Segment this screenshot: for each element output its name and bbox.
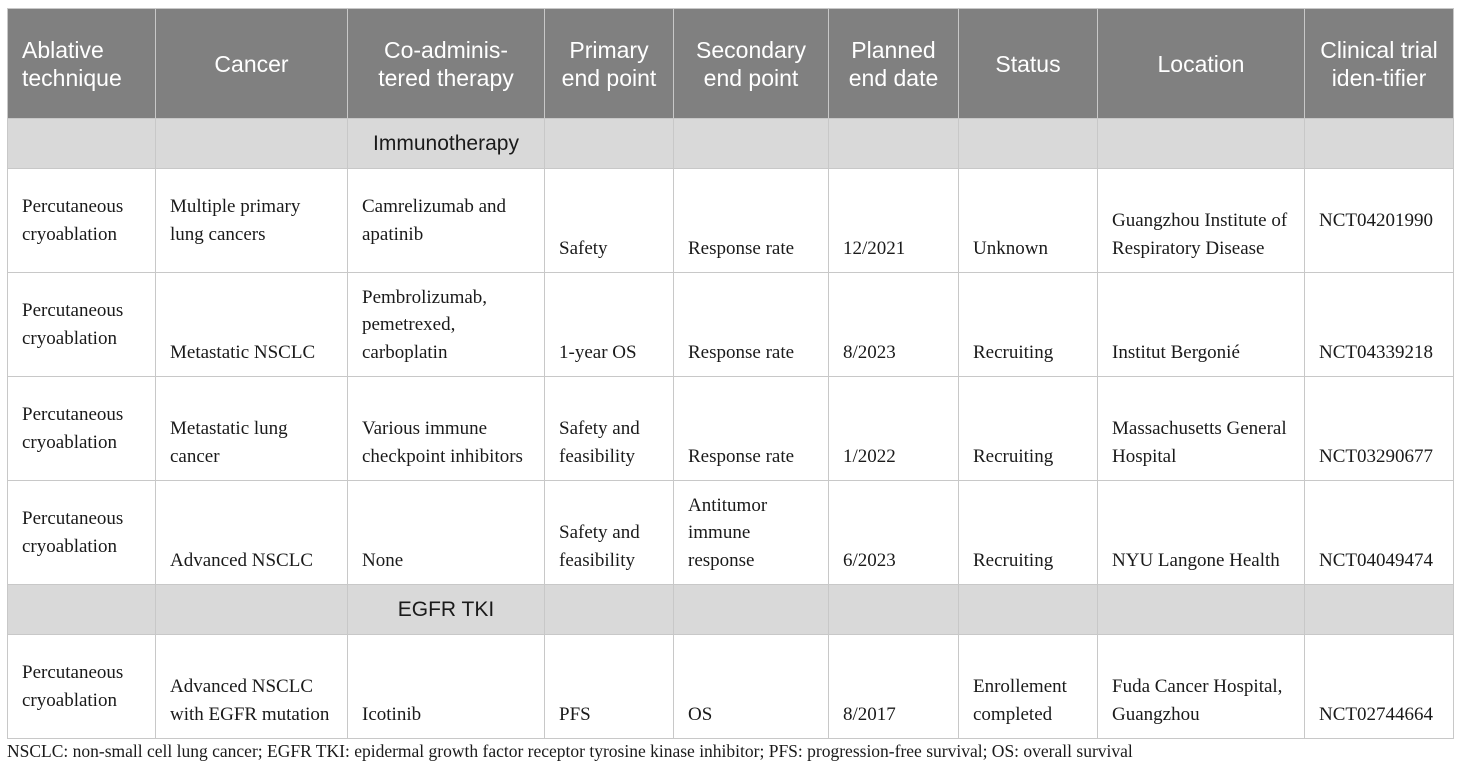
cell-secondary-end-point: Antitumor immune response [674, 481, 829, 585]
cell-planned-end-date: 6/2023 [829, 481, 959, 585]
cell-status: Recruiting [959, 481, 1098, 585]
header-clinical-trial-identifier: Clinical trial iden-tifier [1305, 9, 1454, 119]
cell-ablative-technique: Percutaneous cryoablation [8, 377, 156, 481]
cell-location: NYU Langone Health [1098, 481, 1305, 585]
cell-secondary-end-point: Response rate [674, 273, 829, 377]
cell-cancer: Advanced NSCLC [156, 481, 348, 585]
cell-status: Recruiting [959, 377, 1098, 481]
cell-co-administered-therapy: Camrelizumab and apatinib [348, 169, 545, 273]
cell-primary-end-point: PFS [545, 635, 674, 739]
table-row [8, 635, 1454, 739]
cell-cancer: Advanced NSCLC with EGFR mutation [156, 635, 348, 739]
cell-primary-end-point: 1-year OS [545, 273, 674, 377]
cell-planned-end-date: 8/2023 [829, 273, 959, 377]
cell-planned-end-date: 1/2022 [829, 377, 959, 481]
cell-cancer: Multiple primary lung cancers [156, 169, 348, 273]
section-title: EGFR TKI [348, 585, 545, 635]
cell-cancer: Metastatic lung cancer [156, 377, 348, 481]
header-planned-end-date: Planned end date [829, 9, 959, 119]
header-row [8, 9, 1454, 119]
table-row [8, 377, 1454, 481]
header-cancer: Cancer [156, 9, 348, 119]
cell-trial-identifier: NCT04049474 [1305, 481, 1454, 585]
cell-status: Unknown [959, 169, 1098, 273]
cell-co-administered-therapy: Various immune checkpoint inhibitors [348, 377, 545, 481]
cell-ablative-technique: Percutaneous cryoablation [8, 169, 156, 273]
table-footnote: NSCLC: non-small cell lung cancer; EGFR TKI: epidermal growth factor receptor tyrosine kinase inhibitor; PFS: progression-free survival; OS: overall survival [7, 741, 1133, 761]
cell-secondary-end-point: Response rate [674, 377, 829, 481]
cell-co-administered-therapy: Icotinib [348, 635, 545, 739]
cell-planned-end-date: 8/2017 [829, 635, 959, 739]
cell-trial-identifier: NCT03290677 [1305, 377, 1454, 481]
cell-trial-identifier: NCT04201990 [1305, 169, 1454, 273]
cell-cancer: Metastatic NSCLC [156, 273, 348, 377]
section-row-immunotherapy [8, 119, 1454, 169]
header-status: Status [959, 9, 1098, 119]
cell-ablative-technique: Percutaneous cryoablation [8, 273, 156, 377]
cell-trial-identifier: NCT02744664 [1305, 635, 1454, 739]
section-title: Immunotherapy [348, 119, 545, 169]
cell-location: Guangzhou Institute of Respiratory Disease [1098, 169, 1305, 273]
table-row [8, 481, 1454, 585]
table-row [8, 169, 1454, 273]
header-co-administered-therapy: Co-adminis-tered therapy [348, 9, 545, 119]
header-primary-end-point: Primary end point [545, 9, 674, 119]
header-location: Location [1098, 9, 1305, 119]
cell-ablative-technique: Percutaneous cryoablation [8, 635, 156, 739]
cell-location: Massachusetts General Hospital [1098, 377, 1305, 481]
cell-secondary-end-point: Response rate [674, 169, 829, 273]
cell-co-administered-therapy: None [348, 481, 545, 585]
header-secondary-end-point: Secondary end point [674, 9, 829, 119]
cell-secondary-end-point: OS [674, 635, 829, 739]
clinical-trials-table [7, 8, 1454, 739]
header-ablative-technique: Ablative technique [8, 9, 156, 119]
cell-ablative-technique: Percutaneous cryoablation [8, 481, 156, 585]
cell-primary-end-point: Safety and feasibility [545, 377, 674, 481]
section-row-egfr-tki [8, 585, 1454, 635]
cell-planned-end-date: 12/2021 [829, 169, 959, 273]
cell-location: Fuda Cancer Hospital, Guangzhou [1098, 635, 1305, 739]
cell-status: Enrollement completed [959, 635, 1098, 739]
cell-trial-identifier: NCT04339218 [1305, 273, 1454, 377]
cell-location: Institut Bergonié [1098, 273, 1305, 377]
cell-primary-end-point: Safety [545, 169, 674, 273]
cell-status: Recruiting [959, 273, 1098, 377]
table-row [8, 273, 1454, 377]
cell-co-administered-therapy: Pembrolizumab, pemetrexed, carboplatin [348, 273, 545, 377]
cell-primary-end-point: Safety and feasibility [545, 481, 674, 585]
